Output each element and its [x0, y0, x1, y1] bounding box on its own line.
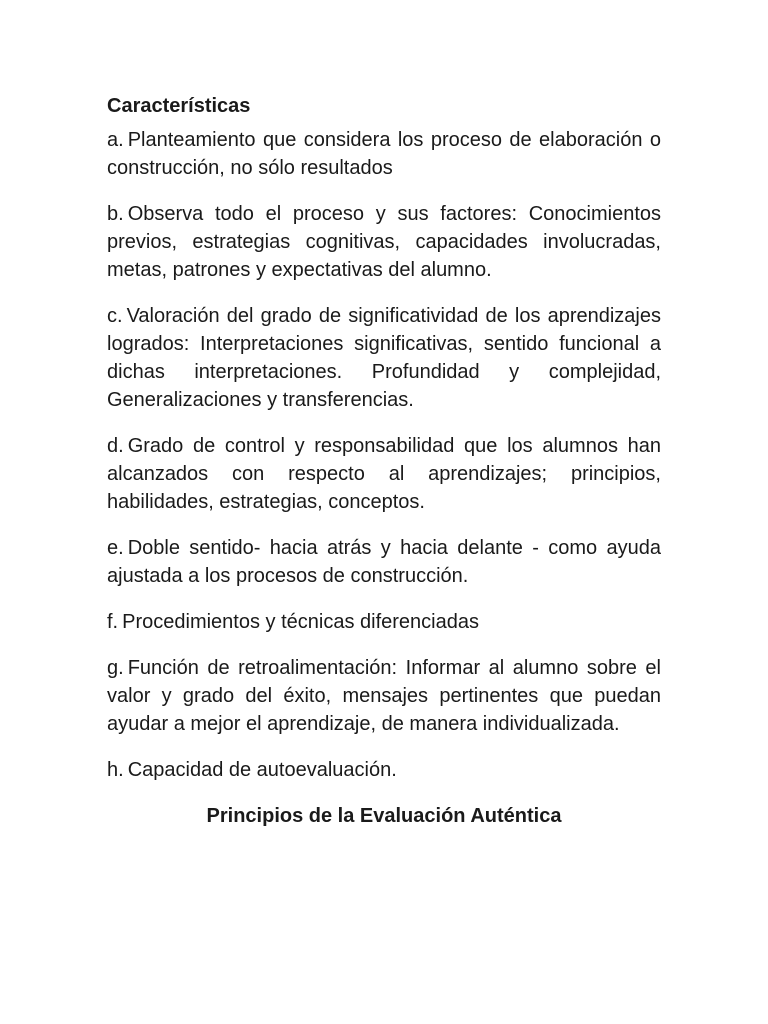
- item-text: Grado de control y responsabilidad que los alumnos han alcanzados con respecto al aprendizajes; principios, habilidades, estrategias, conceptos.: [107, 435, 661, 513]
- next-section-title: Principios de la Evaluación Auténtica: [206, 805, 562, 827]
- item-text: Observa todo el proceso y sus factores: Conocimientos previos, estrategias cognitivas, capacidades involucradas, metas, patrones y expectativas del alumno.: [107, 203, 661, 281]
- item-text: Función de retroalimentación: Informar al alumno sobre el valor y grado del éxito, mensajes pertinentes que puedan ayudar a mejor el aprendizaje, de manera individualizada.: [107, 657, 661, 735]
- list-item-e: [107, 534, 661, 590]
- item-text: Capacidad de autoevaluación.: [127, 759, 397, 781]
- list-item-b: [107, 200, 661, 284]
- item-letter: c.: [107, 305, 123, 327]
- item-text: Procedimientos y técnicas diferenciadas: [122, 611, 479, 633]
- section-heading: Características: [107, 95, 251, 117]
- list-item-g: [107, 654, 661, 738]
- list-item-d: [107, 432, 661, 516]
- list-item-h: [107, 756, 661, 784]
- item-letter: e.: [107, 537, 124, 559]
- item-letter: h.: [107, 759, 124, 781]
- list-item-a: [107, 126, 661, 182]
- item-letter: a.: [107, 129, 124, 151]
- item-text: Valoración del grado de significatividad de los aprendizajes logrados: Interpretaciones significativas, sentido funcional a dichas interpretaciones. Profundidad y complejidad, Generalizaciones y transferencias.: [107, 305, 661, 411]
- list-item-c: [107, 302, 661, 414]
- item-text: Doble sentido- hacia atrás y hacia delante - como ayuda ajustada a los procesos de construcción.: [107, 537, 661, 587]
- item-letter: d.: [107, 435, 124, 457]
- document-page: [107, 92, 661, 830]
- item-letter: b.: [107, 203, 124, 225]
- list-item-f: [107, 608, 661, 636]
- item-letter: g.: [107, 657, 124, 679]
- item-text: Planteamiento que considera los proceso de elaboración o construcción, no sólo resultados: [107, 129, 661, 179]
- item-letter: f.: [107, 611, 119, 633]
